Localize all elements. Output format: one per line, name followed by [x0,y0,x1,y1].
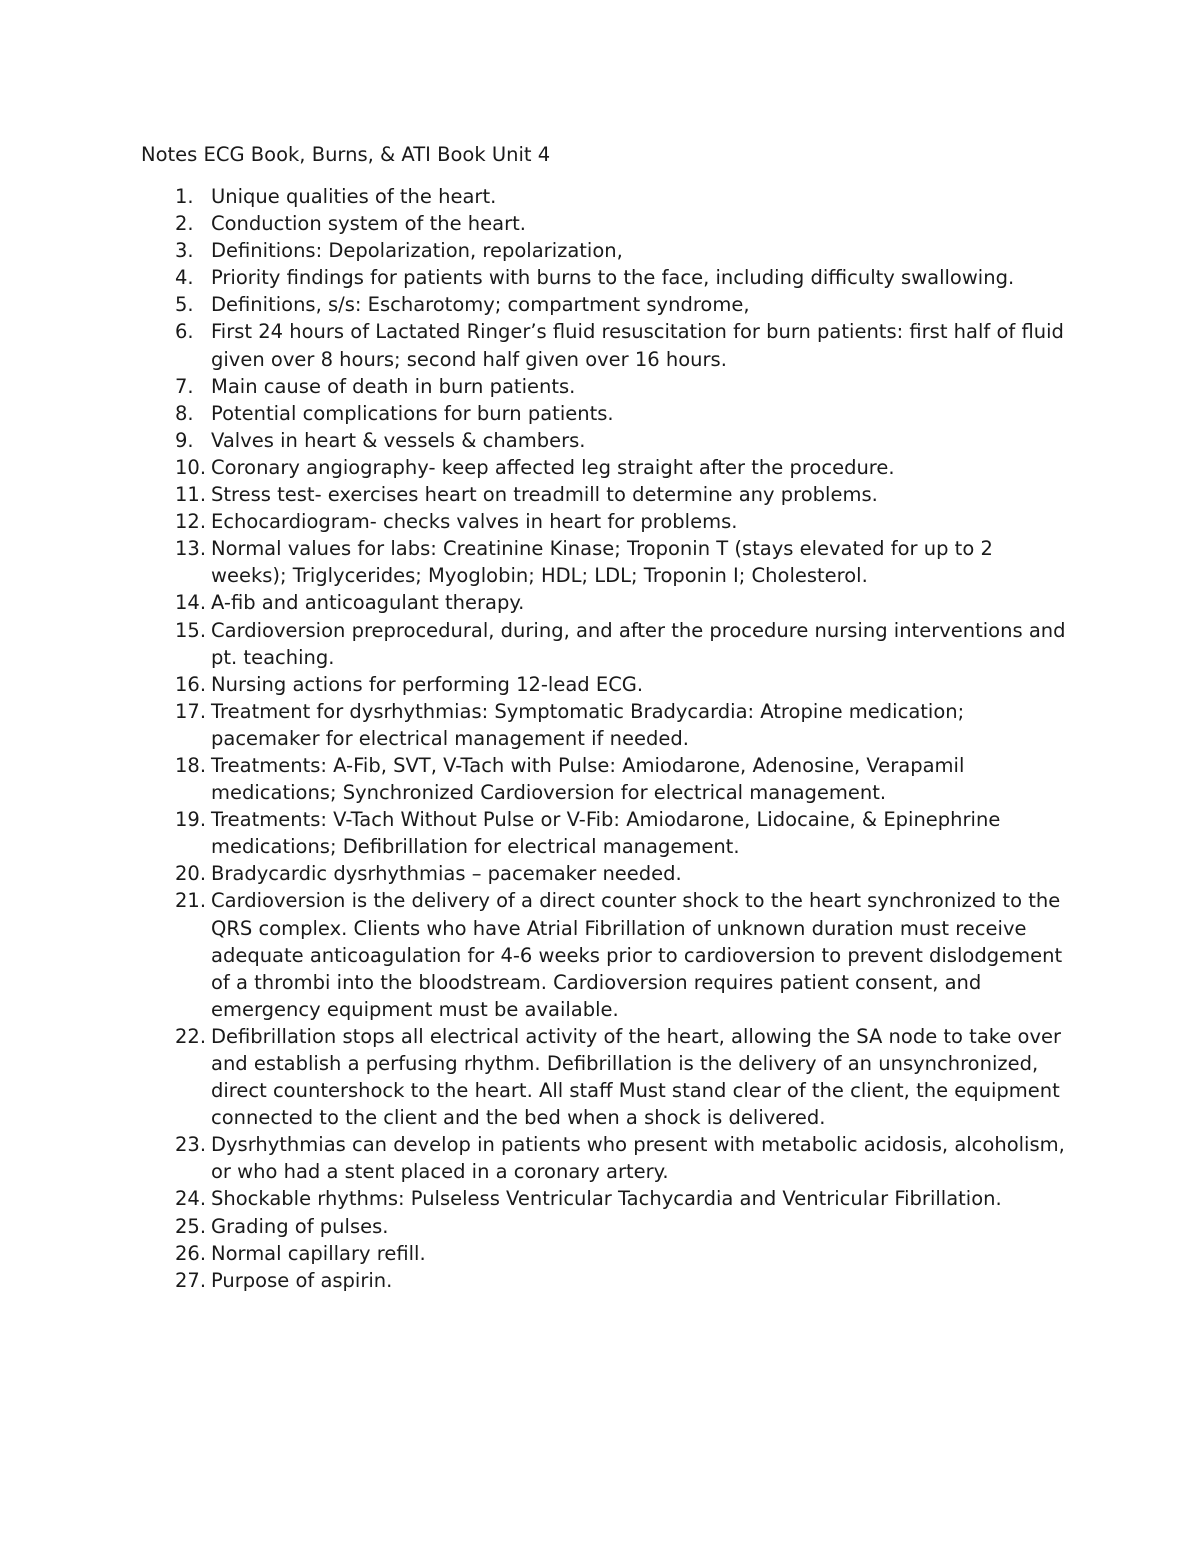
item-text: Defibrillation stops all electrical activity of the heart, allowing the SA node to take over and establish a perfusing rhythm. Defibrillation is the delivery of an unsynchronized, direct countershock to the heart. All staff Must stand clear of the client, the equipment connected to the client and the bed when a shock is delivered. [211,1024,1062,1130]
item-number: 13. [175,537,207,561]
item-number: 12. [175,510,207,534]
item-number: 10. [175,455,207,479]
item-number: 18. [175,753,207,777]
item-number: 6. [175,320,194,344]
list-item [0,887,1071,1022]
list-item [0,752,1071,806]
list-item [0,1213,1071,1240]
item-text: Valves in heart & vessels & chambers. [211,428,586,452]
item-text: Unique qualities of the heart. [211,185,497,208]
item-text: Echocardiogram- checks valves in heart for problems. [211,510,738,534]
item-number: 14. [175,591,207,615]
item-text: Bradycardic dysrhythmias – pacemaker needed. [211,862,682,886]
item-text: Definitions: Depolarization, repolarization, [211,239,623,263]
item-text: Stress test- exercises heart on treadmill to determine any problems. [211,483,878,507]
item-number: 8. [175,401,194,425]
item-number: 15. [175,618,207,642]
item-text: Treatments: A-Fib, SVT, V-Tach with Pulse: Amiodarone, Adenosine, Verapamil medications; Synchronized Cardioversion for electrical management. [211,753,965,805]
item-text: Main cause of death in burn patients. [211,374,576,398]
list-item [0,318,1071,372]
item-text: First 24 hours of Lactated Ringer’s fluid resuscitation for burn patients: first half of fluid given over 8 hours; second half given over 16 hours. [211,320,1064,371]
list-item [0,617,1071,671]
list-item [0,1131,1071,1185]
item-text: Cardioversion is the delivery of a direct counter shock to the heart synchronized to the QRS complex. Clients who have Atrial Fibrillation of unknown duration must receive adequate anticoagulation for 4-6 weeks prior to cardioversion to prevent dislodgement of a thrombi into the bloodstream. Cardioversion requires patient consent, and emergency equipment must be available. [211,889,1063,1021]
item-text: Normal values for labs: Creatinine Kinase; Troponin T (stays elevated for up to 2 weeks); Triglycerides; Myoglobin; HDL; LDL; Troponin I; Cholesterol. [211,537,993,588]
item-number: 21. [175,889,207,913]
list-item [0,1023,1071,1131]
item-number: 19. [175,808,207,832]
list-item [0,589,1071,616]
item-text: Treatments: V-Tach Without Pulse or V-Fib: Amiodarone, Lidocaine, & Epinephrine medications; Defibrillation for electrical management. [211,808,1001,859]
list-item [0,698,1071,752]
item-text: Potential complications for burn patients. [211,401,614,425]
item-number: 16. [175,672,207,696]
list-item [0,373,1071,400]
list-item [0,264,1071,291]
list-item [0,183,1071,210]
item-number: 4. [175,266,194,290]
item-text: Conduction system of the heart. [211,212,526,236]
item-text: Definitions, s/s: Escharotomy; compartment syndrome, [211,293,750,317]
item-number: 23. [175,1133,207,1157]
item-number: 20. [175,862,207,886]
list-item [0,535,1071,589]
item-text: Dysrhythmias can develop in patients who present with metabolic acidosis, alcoholism, or who had a stent placed in a coronary artery. [211,1133,1065,1184]
item-number: 22. [175,1024,207,1048]
item-number: 24. [175,1187,207,1211]
notes-list [0,183,1200,1294]
item-text: Nursing actions for performing 12-lead ECG. [211,672,644,696]
list-item [0,806,1071,860]
list-item [0,1267,1071,1294]
item-number: 17. [175,699,207,723]
item-number: 25. [175,1214,207,1238]
list-item [0,1185,1071,1212]
list-item [0,481,1071,508]
list-item [0,427,1071,454]
item-number: 1. [175,185,194,208]
list-item [0,400,1071,427]
item-number: 7. [175,374,194,398]
item-text: Shockable rhythms: Pulseless Ventricular Tachycardia and Ventricular Fibrillation. [211,1187,1002,1211]
item-text: Coronary angiography- keep affected leg straight after the procedure. [211,455,895,479]
item-text: Treatment for dysrhythmias: Symptomatic Bradycardia: Atropine medication; pacemaker for electrical management if needed. [211,699,965,750]
list-item [0,1240,1071,1267]
item-number: 9. [175,428,194,452]
list-item [0,291,1071,318]
item-text: A-fib and anticoagulant therapy. [211,591,525,615]
item-text: Priority findings for patients with burns to the face, including difficulty swallowing. [211,266,1015,290]
document-title: Notes ECG Book, Burns, & ATI Book Unit 4 [141,143,551,166]
item-number: 2. [175,212,194,236]
item-text: Normal capillary refill. [211,1241,426,1265]
item-number: 27. [175,1268,207,1292]
list-item [0,454,1071,481]
item-number: 3. [175,239,194,263]
list-item [0,508,1071,535]
list-item [0,237,1071,264]
list-item [0,860,1071,887]
item-text: Purpose of aspirin. [211,1268,393,1292]
item-text: Grading of pulses. [211,1214,389,1238]
item-number: 5. [175,293,194,317]
item-number: 11. [175,483,207,507]
item-text: Cardioversion preprocedural, during, and after the procedure nursing interventions and pt. teaching. [211,618,1066,669]
item-number: 26. [175,1241,207,1265]
list-item [0,671,1071,698]
list-item [0,210,1071,237]
